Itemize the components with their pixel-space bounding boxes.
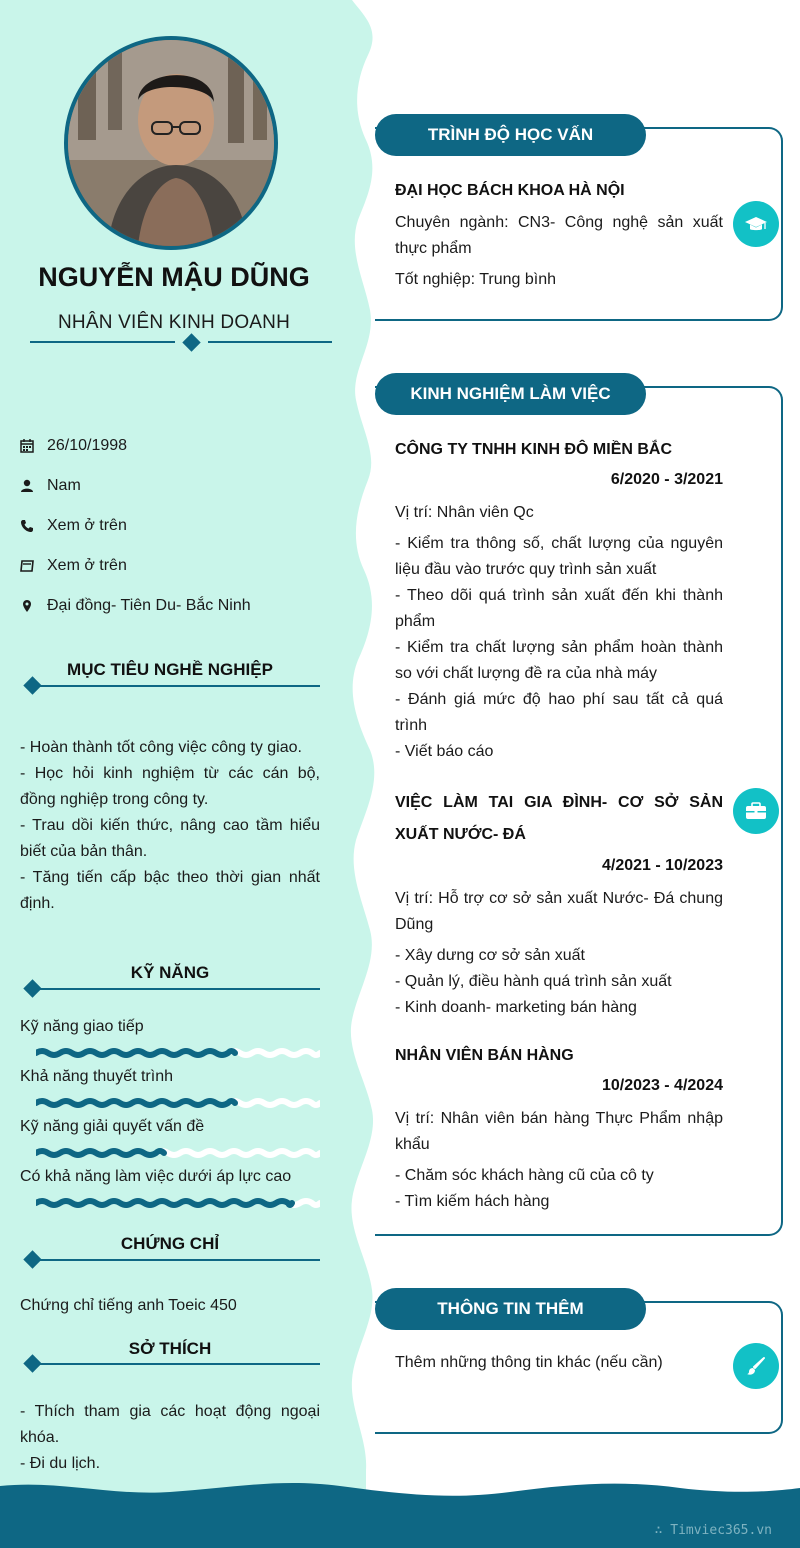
objective-title: MỤC TIÊU NGHỀ NGHIỆP xyxy=(67,660,273,679)
objective-text xyxy=(20,735,320,917)
education-title: TRÌNH ĐỘ HỌC VẤN xyxy=(375,114,646,156)
skill-bar xyxy=(36,1047,320,1059)
additional-title: THÔNG TIN THÊM xyxy=(375,1288,646,1330)
job-task: - Kiểm tra thông số, chất lượng của nguyên liệu đầu vào trước quy trình sản xuất xyxy=(395,535,723,578)
email-text: Xem ở trên xyxy=(47,557,127,574)
certificate-text: Chứng chỉ tiếng anh Toeic 450 xyxy=(20,1297,237,1314)
certificates-title: CHỨNG CHỈ xyxy=(120,1234,220,1253)
certificates-divider xyxy=(36,1259,320,1261)
skill-bar xyxy=(36,1097,320,1109)
footer-wave xyxy=(0,1482,800,1548)
job-task: - Đánh giá mức độ hao phí sau tất cả quá trình xyxy=(395,691,723,734)
graduation-cap-icon xyxy=(733,201,779,247)
email-icon xyxy=(20,556,47,576)
hobbies-divider xyxy=(36,1363,320,1365)
job-period: 6/2020 - 3/2021 xyxy=(610,471,723,488)
profile-photo xyxy=(68,40,274,246)
job-company: CÔNG TY TNHH KINH ĐÔ MIỀN BẮC xyxy=(395,441,673,458)
skill-bar-fill xyxy=(36,1201,292,1205)
skill-bar-fill xyxy=(36,1101,235,1105)
brush-icon xyxy=(733,1343,779,1389)
job-period: 10/2023 - 4/2024 xyxy=(602,1077,723,1094)
skill-label: Có khả năng làm việc dưới áp lực cao xyxy=(20,1168,292,1185)
skill-bar xyxy=(36,1147,320,1159)
hobby-line: - Thích tham gia các hoạt động ngoại khóa. xyxy=(20,1403,320,1446)
job-tasks xyxy=(395,1163,723,1215)
skills-title: KỸ NĂNG xyxy=(130,963,210,982)
info-row-birthday xyxy=(20,426,320,466)
skill-bar-fill xyxy=(36,1151,164,1155)
info-row-address xyxy=(20,586,320,626)
birthday-text: 26/10/1998 xyxy=(47,437,128,454)
job-task: - Kinh doanh- marketing bán hàng xyxy=(395,999,637,1016)
job-position: Vị trí: Nhân viên Qc xyxy=(395,504,534,521)
job-company: VIỆC LÀM TAI GIA ĐÌNH- CƠ SỞ SẢN XUẤT NƯỚC- ĐÁ xyxy=(395,794,723,843)
title-divider-right xyxy=(208,341,332,343)
education-graduation: Tốt nghiệp: Trung bình xyxy=(395,271,556,288)
personal-info-list xyxy=(20,426,320,626)
candidate-name: NGUYỄN MẬU DŨNG xyxy=(38,262,310,292)
job-position: Vị trí: Hỗ trợ cơ sở sản xuất Nước- Đá chung Dũng xyxy=(395,890,723,933)
job-task: - Xây dưng cơ sở sản xuất xyxy=(395,947,585,964)
job-period: 4/2021 - 10/2023 xyxy=(602,857,723,874)
hobbies-text xyxy=(20,1399,320,1477)
gender-text: Nam xyxy=(47,477,81,494)
phone-icon xyxy=(20,516,47,536)
job-task: - Chăm sóc khách hàng cũ của cô ty xyxy=(395,1167,654,1184)
job-tasks xyxy=(395,531,723,765)
hobby-line: - Đi du lịch. xyxy=(20,1455,101,1472)
job-entry xyxy=(395,1043,723,1215)
objective-line: - Trau dồi kiến thức, nâng cao tầm hiểu biết của bản thân. xyxy=(20,817,320,860)
skill-label: Kỹ năng giải quyết vấn đề xyxy=(20,1118,205,1135)
job-tasks xyxy=(395,943,723,1021)
user-icon xyxy=(20,476,47,496)
info-row-email xyxy=(20,546,320,586)
avatar xyxy=(64,36,278,250)
additional-content: Thêm những thông tin khác (nếu cần) xyxy=(395,1354,663,1371)
job-task: - Kiểm tra chất lượng sản phẩm hoàn thành so với chất lượng đề ra của nhà máy xyxy=(395,639,723,682)
info-row-phone xyxy=(20,506,320,546)
job-task: - Tìm kiếm hách hàng xyxy=(395,1193,550,1210)
job-task: - Quản lý, điều hành quá trình sản xuất xyxy=(395,973,672,990)
skill-bar xyxy=(36,1197,320,1209)
watermark: ∴ Timviec365.vn xyxy=(654,1523,772,1538)
title-divider-left xyxy=(30,341,175,343)
skill-label: Kỹ năng giao tiếp xyxy=(20,1018,144,1035)
info-row-gender xyxy=(20,466,320,506)
objective-line: - Hoàn thành tốt công việc công ty giao. xyxy=(20,739,302,756)
skill-label: Khả năng thuyết trình xyxy=(20,1068,173,1085)
job-task: - Viết báo cáo xyxy=(395,743,494,760)
objective-line: - Tăng tiến cấp bậc theo thời gian nhất định. xyxy=(20,869,320,912)
job-position: Vị trí: Nhân viên bán hàng Thực Phẩm nhập khẩu xyxy=(395,1110,723,1153)
skills-divider xyxy=(36,988,320,990)
experience-title: KINH NGHIỆM LÀM VIỆC xyxy=(375,373,646,415)
experience-content xyxy=(395,437,723,1215)
phone-text: Xem ở trên xyxy=(47,517,127,534)
school-name: ĐẠI HỌC BÁCH KHOA HÀ NỘI xyxy=(395,182,625,199)
skill-bar-fill xyxy=(36,1051,235,1055)
job-company: NHÂN VIÊN BÁN HÀNG xyxy=(395,1047,574,1064)
job-entry xyxy=(395,437,723,765)
location-icon xyxy=(20,596,47,616)
briefcase-icon xyxy=(733,788,779,834)
objective-line: - Học hỏi kinh nghiệm từ các cán bộ, đồng nghiệp trong công ty. xyxy=(20,765,320,808)
address-text: Đại đồng- Tiên Du- Bắc Ninh xyxy=(47,597,251,614)
calendar-icon xyxy=(20,436,47,456)
job-entry xyxy=(395,787,723,1021)
objective-divider xyxy=(36,685,320,687)
education-major: Chuyên ngành: CN3- Công nghệ sản xuất thực phẩm xyxy=(395,214,723,257)
job-title: NHÂN VIÊN KINH DOANH xyxy=(57,312,291,333)
job-task: - Theo dõi quá trình sản xuất đến khi thành phẩm xyxy=(395,587,723,630)
education-content xyxy=(395,178,723,293)
hobbies-title: SỞ THÍCH xyxy=(128,1339,212,1358)
